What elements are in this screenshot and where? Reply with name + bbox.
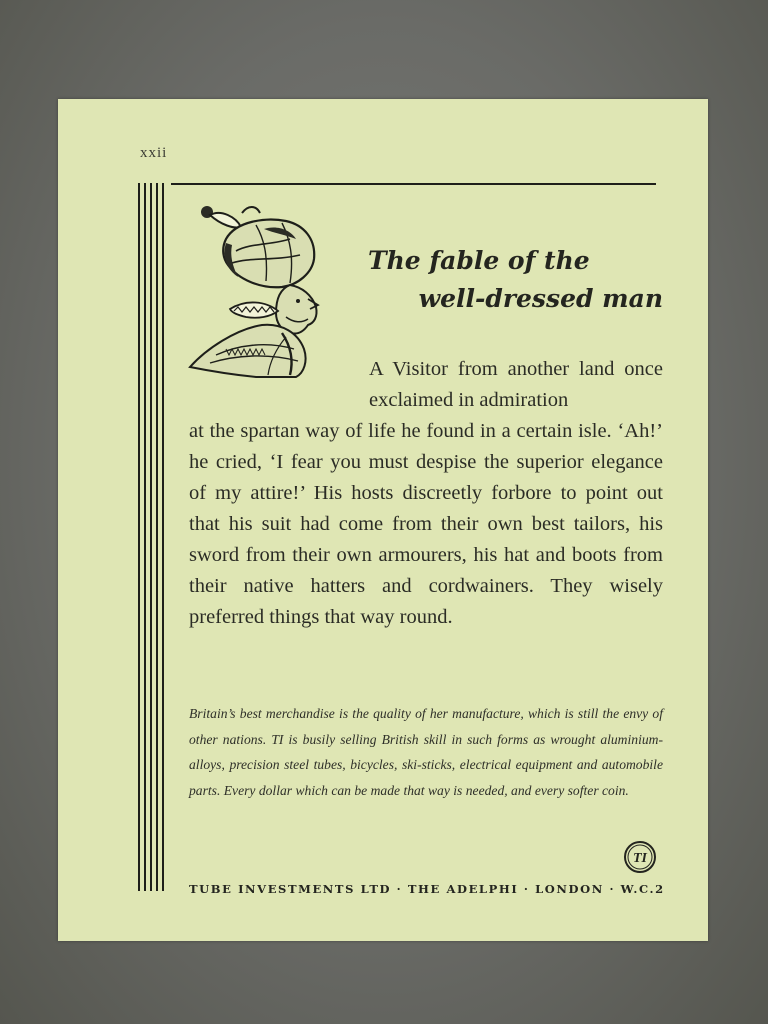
turbaned-bust-icon bbox=[186, 199, 336, 379]
magazine-page bbox=[58, 99, 708, 941]
closing-paragraph: Britain’s best merchandise is the quality of her manufacture, which is still the envy of other nations. TI is busily selling British skill in such forms as wrought aluminium-alloys, precision steel tubes, bicycles, ski-sticks, electrical equipment and automobile parts. Every dollar which can be made that way is needed, and every softer coin. bbox=[189, 706, 663, 798]
headline bbox=[318, 242, 663, 318]
fable-paragraph: at the spartan way of life he found in a certain isle. ‘Ah!’ he cried, ‘I fear you must despise the superior elegance of my attire!’ His hosts discreetly forbore to point out that his suit had come from their own best tailors, his sword from their own armourers, his hat and boots from their native hatters and cordwainers. They wisely preferred things that way round. bbox=[189, 420, 663, 628]
headline-line-1: The fable of the bbox=[368, 246, 590, 275]
page-number: xxii bbox=[140, 145, 168, 161]
ti-logo-text: TI bbox=[633, 851, 647, 866]
fable-body bbox=[189, 354, 663, 633]
headline-line-2: well-dressed man bbox=[418, 284, 663, 313]
decorative-top-rule bbox=[171, 183, 656, 185]
decorative-border-lines bbox=[138, 183, 164, 891]
fable-opening-lines: A Visitor from another land once exclaimed in admiration bbox=[369, 358, 663, 411]
ti-logo-icon bbox=[623, 840, 657, 874]
company-footer: TUBE INVESTMENTS LTD · THE ADELPHI · LONDON · W.C.2 bbox=[189, 882, 665, 896]
